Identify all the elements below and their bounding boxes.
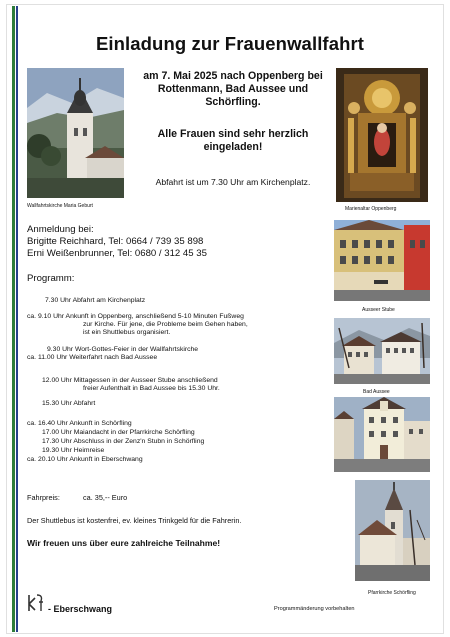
program-line: zur Kirche. Für jene, die Probleme beim Gehen haben, xyxy=(83,321,248,328)
photo-pfarrkirche-schoerfling xyxy=(355,480,430,581)
program-line: 12.00 Uhr Mittagessen in der Ausseer Stube anschließend xyxy=(42,377,218,384)
photo-ausseer-stube xyxy=(334,220,430,301)
program-line: ca. 11.00 Uhr Weiterfahrt nach Bad Aussee xyxy=(27,354,158,361)
footer-note: Programmänderung vorbehalten xyxy=(274,606,355,612)
program-heading: Programm: xyxy=(27,273,75,284)
left-accent-bar-blue xyxy=(16,6,18,632)
program-line: 15.30 Uhr Abfahrt xyxy=(42,400,96,407)
left-accent-bar-green xyxy=(12,6,15,632)
registration-heading: Anmeldung bei: xyxy=(27,224,94,235)
kfb-logo xyxy=(26,593,46,613)
caption-marienaltar: Marienaltar Oppenberg xyxy=(345,206,397,212)
logo-text: - Eberschwang xyxy=(48,604,113,614)
flyer-title: Einladung zur Frauenwallfahrt xyxy=(95,33,365,54)
program-line: 17.30 Uhr Abschluss in der Zenz'n Stubn in Schörfling xyxy=(42,438,205,445)
price-label: Fahrpreis: xyxy=(27,493,60,502)
welcome-text: Alle Frauen sind sehr herzlich eingeladen! xyxy=(157,128,309,154)
program-line: 9.30 Uhr Wort-Gottes-Feier in der Wallfahrtskirche xyxy=(47,346,199,353)
program-line: 7.30 Uhr Abfahrt am Kirchenplatz xyxy=(45,297,146,304)
program-line: 19.30 Uhr Heimreise xyxy=(42,447,105,454)
caption-ausseer-stube: Ausseer Stube xyxy=(362,307,395,313)
photo-marienaltar xyxy=(336,68,428,202)
shuttle-note: Der Shuttlebus ist kostenfrei, ev. kleines Trinkgeld für die Fahrerin. xyxy=(27,516,242,525)
price-value: ca. 35,-- Euro xyxy=(83,493,128,502)
program-line: ist ein Shuttlebus organisiert. xyxy=(83,329,171,336)
program-line: freier Aufenthalt in Bad Aussee bis 15.30 Uhr. xyxy=(83,385,220,392)
caption-wallfahrtskirche: Wallfahrtskirche Maria Geburt xyxy=(27,203,93,209)
program-line: ca. 20.10 Uhr Ankunft in Eberschwang xyxy=(27,456,143,463)
program-line: ca. 9.10 Uhr Ankunft in Oppenberg, anschließend 5-10 Minuten Fußweg xyxy=(27,313,244,320)
caption-bad-aussee: Bad Aussee xyxy=(363,389,390,395)
program-line: ca. 16.40 Uhr Ankunft in Schörfling xyxy=(27,420,132,427)
registration-contact: Erni Weißenbrunner, Tel: 0680 / 312 45 35 xyxy=(27,248,207,259)
photo-bad-aussee xyxy=(334,318,430,384)
photo-wallfahrtskirche xyxy=(27,68,124,198)
departure-text: Abfahrt ist um 7.30 Uhr am Kirchenplatz. xyxy=(155,177,311,187)
intro-text: am 7. Mai 2025 nach Oppenberg bei Rottenmann, Bad Aussee und Schörfling. xyxy=(143,70,323,109)
photo-schoerfling-town xyxy=(334,397,430,472)
registration-contact: Brigitte Reichhard, Tel: 0664 / 739 35 898 xyxy=(27,236,204,247)
program-line: 17.00 Uhr Maiandacht in der Pfarrkirche Schörfling xyxy=(42,429,195,436)
caption-pfarrkirche-schoerfling: Pfarrkirche Schörfling xyxy=(368,590,416,596)
closing-message: Wir freuen uns über eure zahlreiche Teilnahme! xyxy=(27,538,221,548)
